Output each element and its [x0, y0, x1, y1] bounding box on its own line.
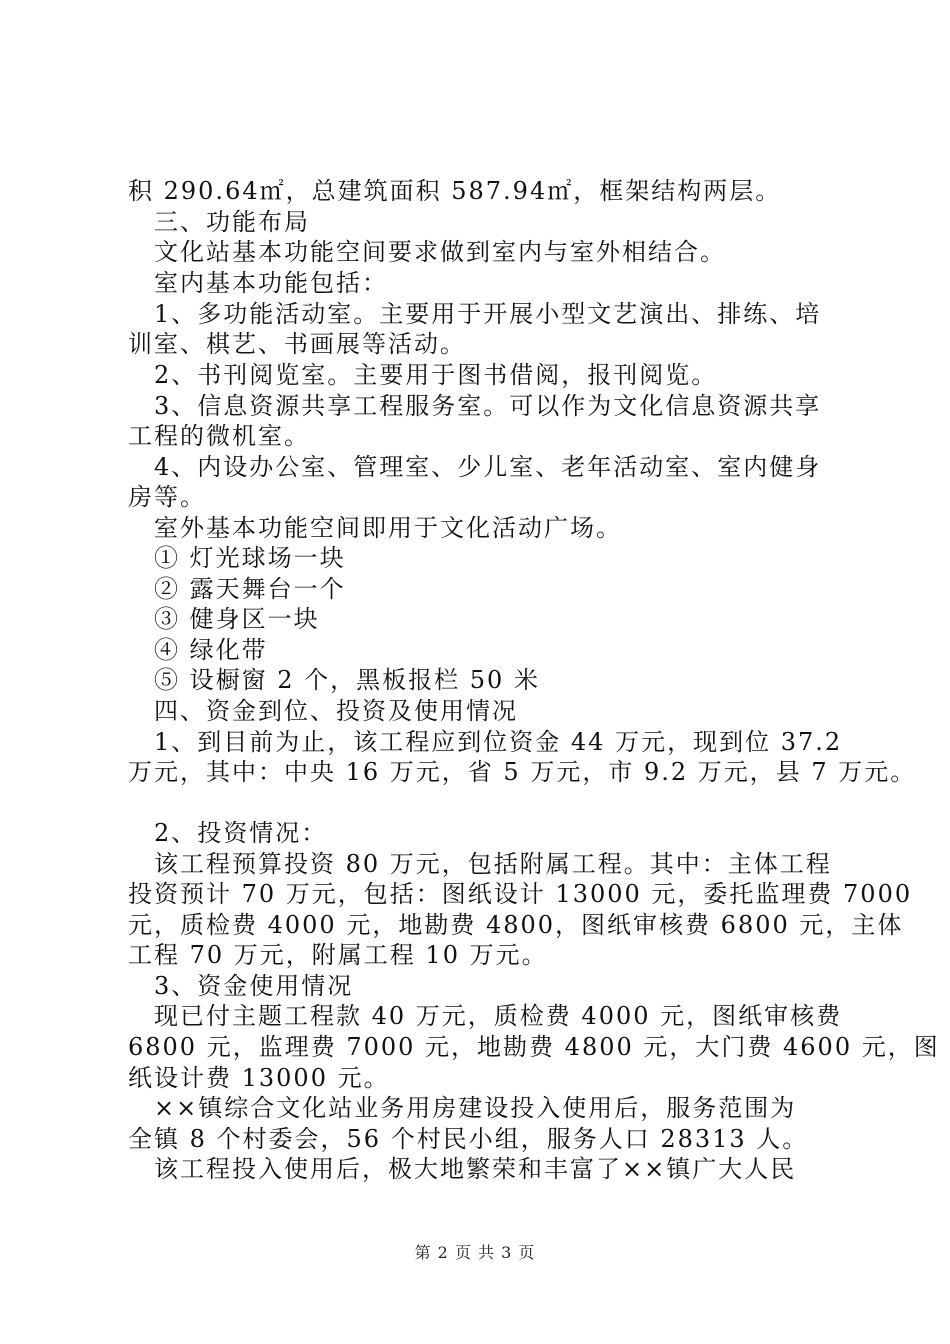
text-line: 室外基本功能空间即用于文化活动广场。 [128, 514, 622, 542]
text-line: 工程 70 万元，附属工程 10 万元。 [128, 941, 548, 969]
text-line: 该工程投入使用后，极大地繁荣和丰富了××镇广大人民 [128, 1155, 797, 1183]
text-line: 全镇 8 个村委会，56 个村民小组，服务人口 28313 人。 [128, 1125, 809, 1153]
text-line: ××镇综合文化站业务用房建设投入使用后，服务范围为 [128, 1094, 797, 1122]
page-footer: 第 2 页 共 3 页 [414, 1243, 536, 1262]
list-item: ③ 健身区一块 [128, 605, 320, 633]
list-item: ① 灯光球场一块 [128, 544, 346, 572]
text-line: 3、资金使用情况 [128, 972, 354, 1000]
text-line: 该工程预算投资 80 万元，包括附属工程。其中：主体工程 [128, 850, 832, 878]
text-line: 纸设计费 13000 元。 [128, 1064, 390, 1092]
text-line: 工程的微机室。 [128, 422, 310, 450]
text-line: 6800 元，监理费 7000 元，地勘费 4800 元，大门费 4600 元，图 [128, 1033, 940, 1061]
text-line: 房等。 [128, 483, 206, 511]
text-line: 元，质检费 4000 元，地勘费 4800，图纸审核费 6800 元，主体 [128, 911, 904, 939]
text-line: 万元，其中：中央 16 万元，省 5 万元，市 9.2 万元，县 7 万元。 [128, 758, 917, 786]
text-line: 2、投资情况： [128, 819, 328, 847]
text-line: 2、书刊阅览室。主要用于图书借阅，报刊阅览。 [128, 361, 718, 389]
list-item: ⑤ 设橱窗 2 个，黑板报栏 50 米 [128, 666, 540, 694]
text-line: 1、到目前为止，该工程应到位资金 44 万元，现到位 37.2 [128, 728, 843, 756]
text-line: 现已付主题工程款 40 万元，质检费 4000 元，图纸审核费 [128, 1002, 843, 1030]
text-line: 3、信息资源共享工程服务室。可以作为文化信息资源共享 [128, 392, 822, 420]
text-line: 室内基本功能包括： [128, 269, 388, 297]
section-heading: 三、功能布局 [128, 208, 310, 236]
text-line: 积 290.64㎡，总建筑面积 587.94㎡，框架结构两层。 [128, 177, 782, 205]
text-line: 训室、棋艺、书画展等活动。 [128, 330, 466, 358]
list-item: ④ 绿化带 [128, 636, 268, 664]
text-line: 投资预计 70 万元，包括：图纸设计 13000 元，委托监理费 7000 [128, 880, 913, 908]
text-line: 4、内设办公室、管理室、少儿室、老年活动室、室内健身 [128, 453, 822, 481]
text-line: 文化站基本功能空间要求做到室内与室外相结合。 [128, 238, 726, 266]
section-heading: 四、资金到位、投资及使用情况 [128, 697, 518, 725]
list-item: ② 露天舞台一个 [128, 575, 346, 603]
text-line: 1、多功能活动室。主要用于开展小型文艺演出、排练、培 [128, 300, 822, 328]
